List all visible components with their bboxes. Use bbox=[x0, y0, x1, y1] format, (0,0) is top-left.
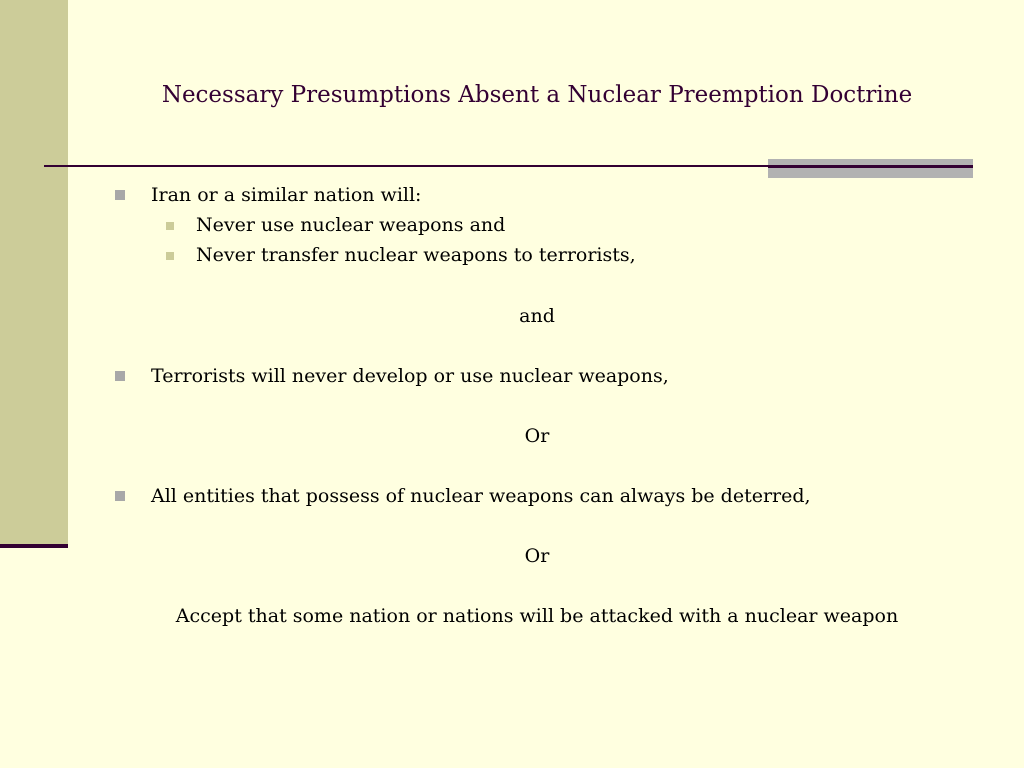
connector-and: and bbox=[519, 305, 555, 327]
bullet-item-terrorists: Terrorists will never develop or use nuclear weapons, bbox=[151, 365, 669, 387]
slide-title: Necessary Presumptions Absent a Nuclear Preemption Doctrine bbox=[161, 82, 913, 108]
title-accent-bar bbox=[768, 159, 973, 178]
connector-or-2: Or bbox=[524, 545, 550, 567]
bullet-icon bbox=[115, 190, 125, 200]
connector-or-1: Or bbox=[524, 425, 550, 447]
sub-bullet-icon bbox=[166, 222, 174, 230]
sub-bullet-item-never-transfer: Never transfer nuclear weapons to terrorists, bbox=[196, 244, 636, 266]
sub-bullet-icon bbox=[166, 252, 174, 260]
sub-bullet-item-never-use: Never use nuclear weapons and bbox=[196, 214, 506, 236]
side-decoration-rule bbox=[0, 544, 68, 548]
bullet-icon bbox=[115, 491, 125, 501]
side-decoration-bar bbox=[0, 0, 68, 546]
bullet-icon bbox=[115, 371, 125, 381]
title-accent-line bbox=[768, 165, 973, 168]
bullet-item-deterred: All entities that possess of nuclear weapons can always be deterred, bbox=[151, 485, 811, 507]
conclusion-line: Accept that some nation or nations will be attacked with a nuclear weapon bbox=[175, 605, 899, 627]
bullet-item-iran: Iran or a similar nation will: bbox=[151, 184, 422, 206]
